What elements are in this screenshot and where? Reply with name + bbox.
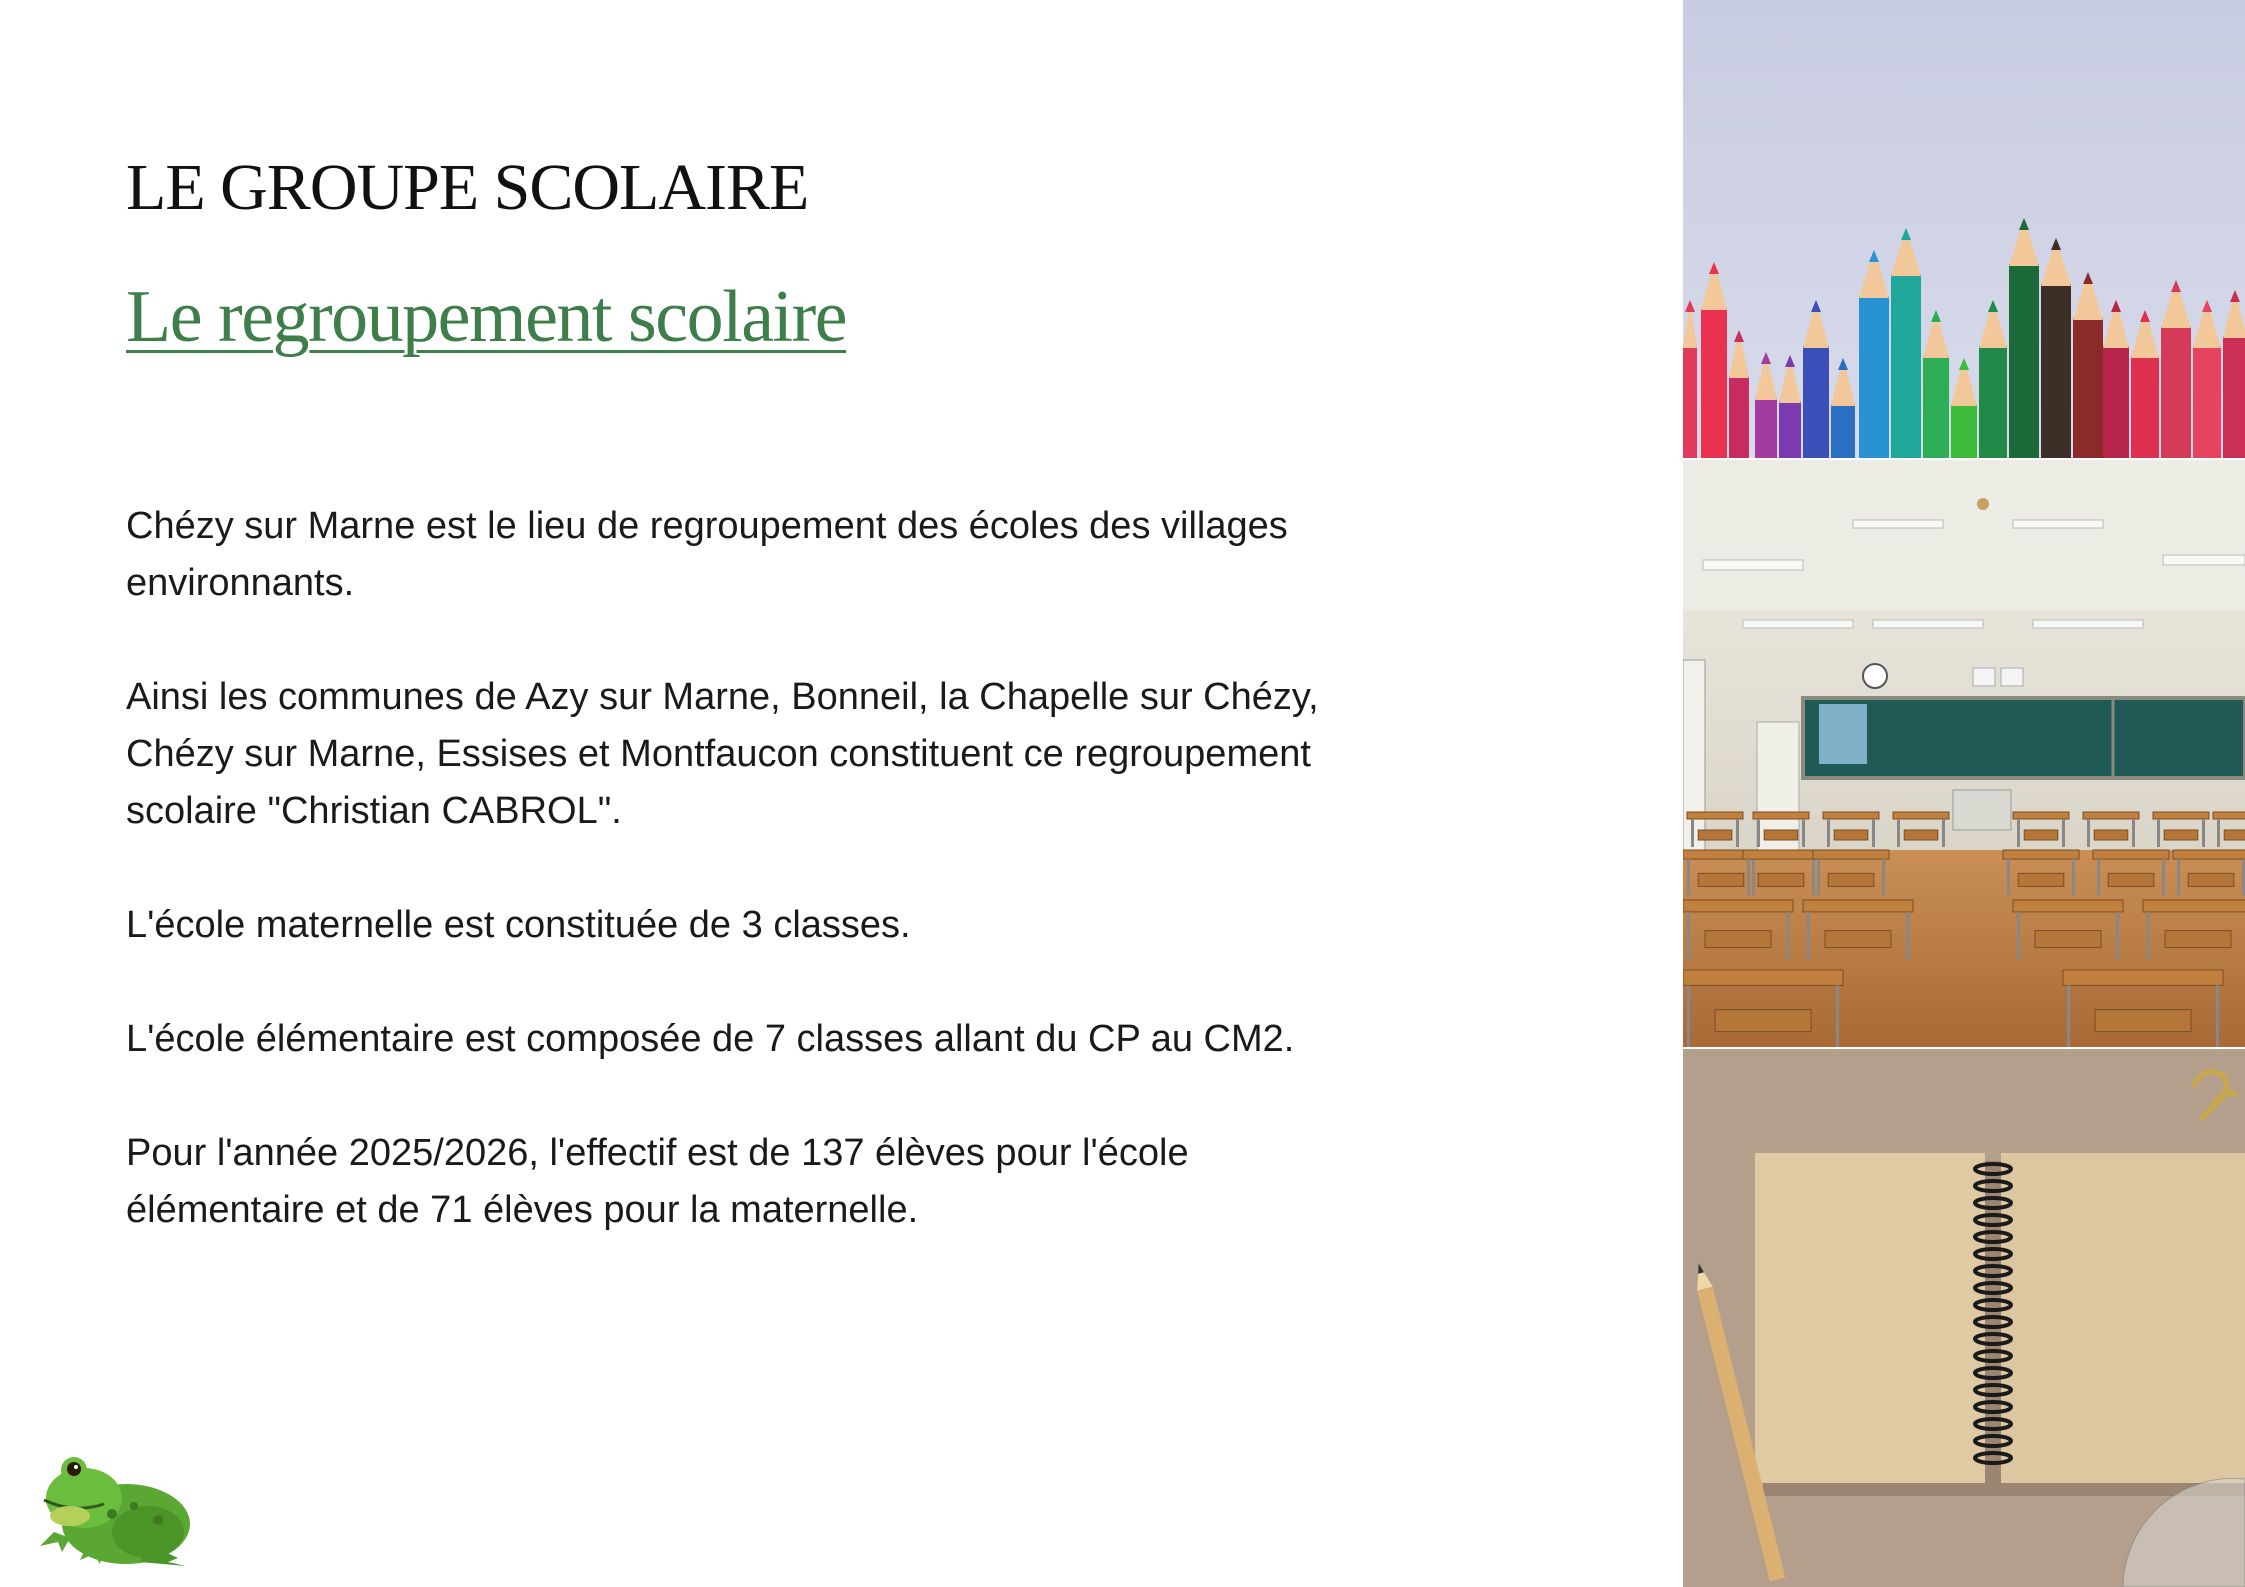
paragraph-5	[126, 1125, 1486, 1239]
classroom-photo-graphic	[1683, 460, 2245, 1047]
colored-pencils-photo-graphic	[1683, 0, 2245, 458]
notebook-photo-graphic	[1683, 1049, 2245, 1587]
paragraph-2	[126, 669, 1486, 840]
classroom-photo	[1683, 460, 2245, 1047]
paragraph-line: L'école maternelle est constituée de 3 classes.	[126, 904, 911, 946]
pencil-shape	[1891, 228, 1921, 458]
page-title: LE GROUPE SCOLAIRE	[126, 151, 809, 224]
paragraph-line: Chézy sur Marne, Essises et Montfaucon constituent ce regroupement	[126, 733, 1311, 775]
paragraph-4	[126, 1011, 1486, 1068]
body-text	[126, 498, 1486, 1296]
photo-column	[1683, 0, 2245, 1587]
pencil-shape	[2009, 218, 2039, 458]
paragraph-1	[126, 498, 1486, 612]
paragraph-line: L'école élémentaire est composée de 7 classes allant du CP au CM2.	[126, 1018, 1295, 1060]
paragraph-line: Pour l'année 2025/2026, l'effectif est de 137 élèves pour l'école	[126, 1132, 1189, 1174]
paragraph-line: Chézy sur Marne est le lieu de regroupement des écoles des villages	[126, 505, 1288, 547]
paragraph-line: scolaire "Christian CABROL".	[126, 790, 622, 832]
paragraph-line: Ainsi les communes de Azy sur Marne, Bonneil, la Chapelle sur Chézy,	[126, 676, 1319, 718]
paragraph-3	[126, 897, 1486, 954]
frog-logo-icon	[30, 1440, 195, 1570]
subtitle-link[interactable]: Le regroupement scolaire	[126, 276, 847, 358]
paragraph-line: environnants.	[126, 562, 355, 604]
colored-pencils-photo	[1683, 0, 2245, 458]
notebook-photo	[1683, 1049, 2245, 1587]
paragraph-line: élémentaire et de 71 élèves pour la maternelle.	[126, 1189, 919, 1231]
